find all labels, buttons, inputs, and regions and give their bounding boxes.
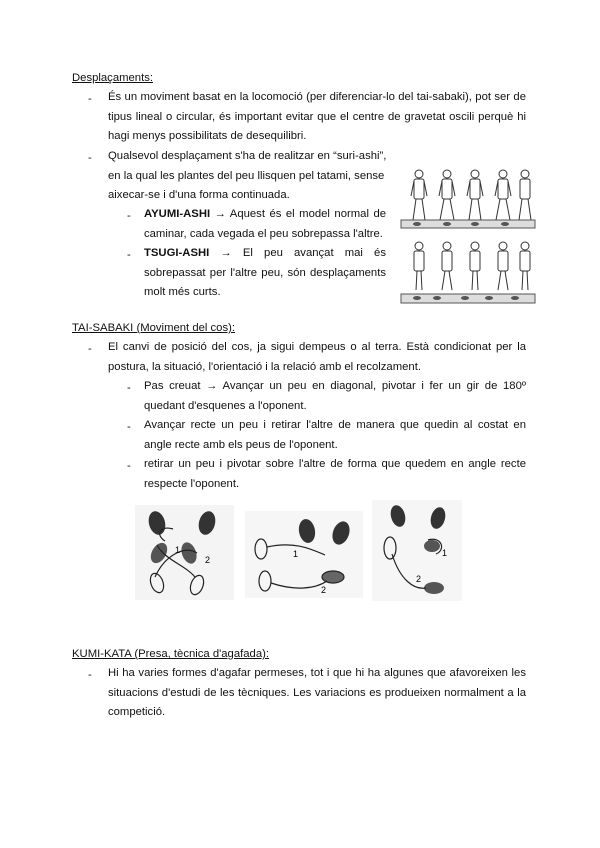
bullet-dash: - — [88, 93, 92, 105]
bullet-dash: - — [88, 343, 92, 355]
label-two: 2 — [205, 555, 211, 565]
item-tsugi-ashi — [144, 244, 386, 303]
label-one: 1 — [442, 548, 448, 558]
walking-figure-illustration — [397, 162, 539, 310]
bullet-dash: - — [127, 382, 131, 394]
bullet-dash: - — [127, 460, 131, 472]
bullet-dash: - — [88, 669, 92, 681]
heading-desplacaments: Desplaçaments: — [72, 72, 153, 84]
bullet-dash: - — [127, 421, 131, 433]
paragraph-desplacaments-2: Qualsevol desplaçament s'ha de realitzar en “suri-ashi”, en la qual les plantes del peu llisquen pel tatami, sense aixecar-se i d'una forma continuada. — [108, 150, 387, 202]
item-retirar-peu: retirar un peu i pivotar sobre l'altre de forma que quedem en angle recte respecte l'oponent. — [144, 458, 526, 490]
text-tsugi-ashi: → El peu avançat mai és sobrepassat per l'altre peu, són desplaçaments molt més curts. — [144, 247, 386, 299]
label-one: 1 — [175, 545, 181, 555]
label-one: 1 — [293, 549, 299, 559]
paragraph-desplacaments-1: És un moviment basat en la locomoció (per diferenciar-lo del tai-sabaki), pot ser de tipus lineal o circular, és important evitar que el centre de gravetat oscili perquè hi hagi menys possibilitats de desequilibri. — [108, 91, 526, 143]
bullet-dash: - — [127, 249, 131, 261]
footwork-diagram-1 — [135, 505, 234, 600]
item-ayumi-ashi — [144, 205, 386, 244]
walker-row-ayumi — [411, 170, 531, 220]
term-ayumi-ashi: AYUMI-ASHI — [144, 208, 211, 220]
heading-tai-sabaki: TAI-SABAKI (Moviment del cos): — [72, 322, 236, 334]
label-two: 2 — [416, 574, 422, 584]
text-ayumi-ashi: → Aquest és el model normal de caminar, cada vegada el peu sobrepassa l'altre. — [144, 208, 387, 240]
bullet-dash: - — [127, 210, 131, 222]
bullet-dash: - — [88, 152, 92, 164]
item-avancar-recte: Avançar recte un peu i retirar l'altre de manera que quedin al costat en angle recte amb els peus de l'oponent. — [144, 419, 526, 451]
paragraph-tai-sabaki-1: El canvi de posició del cos, ja sigui dempeus o al terra. Està condicionat per la postura, la situació, l'orientació i la relació amb el recolzament. — [108, 341, 526, 373]
label-two: 2 — [321, 585, 327, 595]
footwork-diagram-3 — [372, 500, 462, 601]
item-pas-creuat: Pas creuat → Avançar un peu en diagonal, pivotar i fer un gir de 180º quedant d'esquenes a l'oponent. — [144, 380, 526, 412]
paragraph-kumi-kata-1: Hi ha varies formes d'agafar permeses, tot i que hi ha algunes que afavoreixen les situacions d'estudi de les tècniques. Les variacions es produeixen normalment a la competició. — [108, 667, 526, 719]
term-tsugi-ashi: TSUGI-ASHI — [144, 247, 210, 259]
footwork-diagram-2 — [245, 511, 363, 598]
heading-kumi-kata: KUMI-KATA (Presa, tècnica d'agafada): — [72, 648, 270, 660]
